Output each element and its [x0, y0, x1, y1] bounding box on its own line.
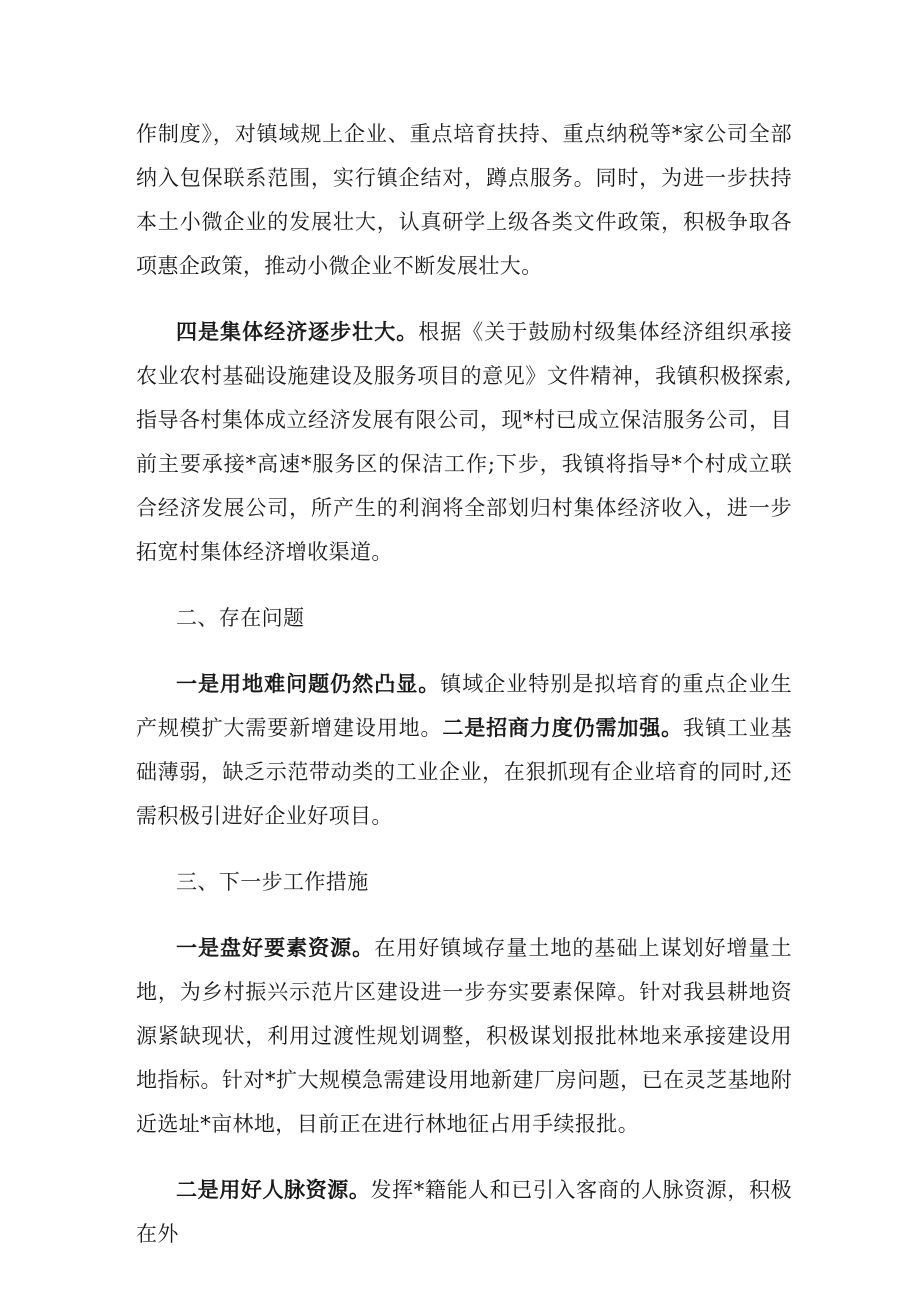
paragraph-factor-resources [136, 926, 792, 1146]
paragraph-collective-economy-text: 根据《关于鼓励村级集体经济组织承接农业农村基础设施建设及服务项目的意见》文件精神，我镇积极探索,指导各村集体成立经济发展有限公司，现*村已成立保洁服务公司，目前主要承接*高速*服务区的保洁工作;下步，我镇将指导*个村成立联合经济发展公司，所产生的利润将全部划归村集体经济收入，进一步拓宽村集体经济增收渠道。 [136, 320, 792, 564]
paragraph-1-text: 作制度》，对镇域规上企业、重点培育扶持、重点纳税等*家公司全部纳入包保联系范围，实行镇企结对，蹲点服务。同时，为进一步扶持本土小微企业的发展壮大，认真研学上级各类文件政策，积极争取各项惠企政策，推动小微企业不断发展壮大。 [136, 122, 792, 278]
paragraph-factor-resources-lead: 一是盘好要素资源。 [176, 935, 375, 960]
paragraph-problems [136, 662, 792, 838]
paragraph-collective-economy-lead: 四是集体经济逐步壮大。 [176, 319, 419, 344]
paragraph-1 [136, 112, 792, 288]
paragraph-problems-lead-1: 一是用地难问题仍然凸显。 [176, 671, 441, 696]
section-heading-next-steps [136, 860, 792, 904]
paragraph-network-resources-lead: 二是用好人脉资源。 [176, 1177, 371, 1202]
paragraph-factor-resources-text: 在用好镇域存量土地的基础上谋划好增量土地，为乡村振兴示范片区建设进一步夯实要素保障。针对我县耕地资源紧缺现状，利用过渡性规划调整，积极谋划报批林地来承接建设用地指标。针对*扩大规模急需建设用地新建厂房问题，已在灵芝基地附近选址*亩林地，目前正在进行林地征占用手续报批。 [136, 936, 792, 1136]
section-heading-next-steps-text: 三、下一步工作措施 [176, 870, 369, 894]
paragraph-network-resources-text: 发挥*籍能人和已引入客商的人脉资源，积极在外 [136, 1178, 792, 1246]
paragraph-network-resources [136, 1168, 792, 1256]
section-heading-problems [136, 596, 792, 640]
paragraph-problems-text-1: 镇域企业特别是拟培育的重点企业生产规模扩大需要新增建设用地。 [136, 672, 792, 740]
document-body [136, 112, 792, 1278]
paragraph-collective-economy [136, 310, 792, 574]
paragraph-problems-text-2: 我镇工业基础薄弱，缺乏示范带动类的工业企业，在狠抓现有企业培育的同时,还需积极引进好企业好项目。 [136, 716, 793, 828]
paragraph-problems-lead-2: 二是招商力度仍需加强。 [442, 715, 684, 740]
section-heading-problems-text: 二、存在问题 [176, 606, 305, 630]
